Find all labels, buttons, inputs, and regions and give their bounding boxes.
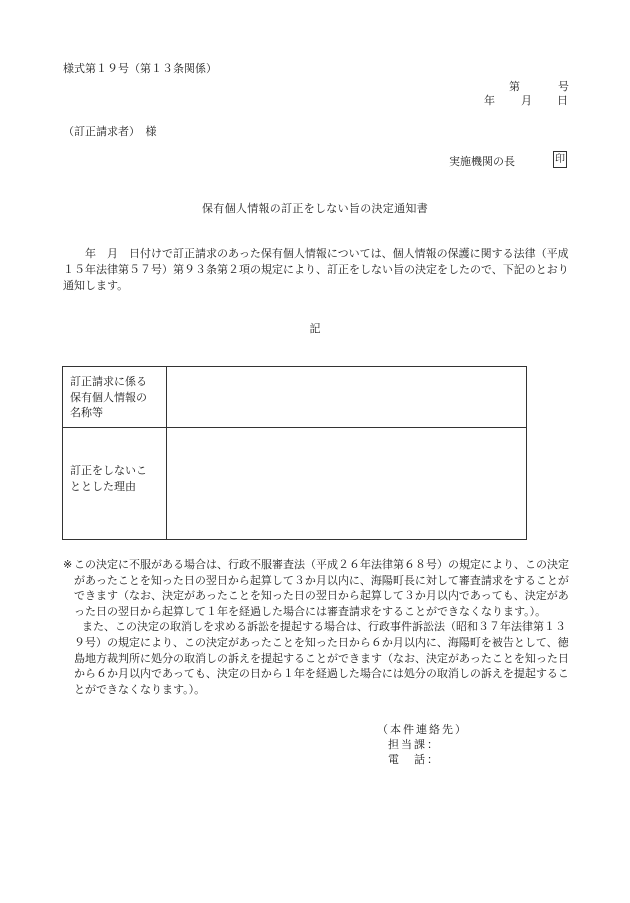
issuer: 実施機関の長: [449, 155, 515, 168]
form-number: 様式第１９号（第１３条関係）: [63, 62, 217, 75]
number-go: 号: [558, 80, 569, 93]
contact-heading: （本件連絡先）: [377, 723, 468, 736]
ki-marker: 記: [309, 322, 321, 335]
date-year: 年: [484, 94, 495, 107]
table-label-cell: [63, 367, 167, 428]
date-day: 日: [557, 94, 568, 107]
table-label-cell: [63, 428, 167, 540]
table-label-reason: 訂正をしないこ ととした理由: [70, 464, 147, 493]
note-body: [74, 557, 575, 697]
number-dai: 第: [509, 80, 520, 93]
contact-phone: 電 話：: [388, 753, 440, 766]
table-row: [63, 428, 527, 540]
table-row: [63, 367, 527, 428]
contact-block: [377, 722, 468, 767]
note-paragraph-lawsuit: また、この決定の取消しを求める訴訟を提起する場合は、行政事件訴訟法（昭和３７年法律第１３９号）の規定により、この決定があったことを知った日から６か月以内に、海陽町を被告として、徳島地方裁判所に処分の取消しの訴えを提起することができます（なお、決定があったことを知った日から６か月以内であっても、決定の日から１年を経過した場合には処分の取消しの訴えを提起することができなくなります。）。: [74, 620, 569, 696]
contact-department: 担当課：: [388, 738, 440, 751]
addressee: （訂正請求者） 様: [63, 125, 157, 138]
document-title: 保有個人情報の訂正をしない旨の決定通知書: [202, 202, 428, 215]
note-mark: ※: [63, 558, 73, 571]
body-text: 年 月 日付けで訂正請求のあった保有個人情報については、個人情報の保護に関する法律（平成１５年法律第５７号）第９３条第２項の規定により、訂正をしない旨の決定をしたので、下記のとおり通知します。: [63, 247, 569, 292]
body-paragraph: [63, 246, 573, 294]
note-paragraph-appeal: この決定に不服がある場合は、行政不服審査法（平成２６年法律第６８号）の規定により、この決定があったことを知った日の翌日から起算して３か月以内に、海陽町長に対して審査請求をすることができます（なお、決定があったことを知った日の翌日から起算して３か月以内であっても、決定があった日の翌日から起算して１年を経過した場合には審査請求をすることができなくなります。）。: [74, 558, 569, 618]
table-value-cell[interactable]: [167, 367, 527, 428]
table-label-info-name: 訂正請求に係る 保有個人情報の 名称等: [70, 375, 147, 419]
seal-box: 印: [553, 151, 567, 168]
table-value-cell[interactable]: [167, 428, 527, 540]
info-table: [62, 366, 527, 540]
date-month: 月: [521, 94, 532, 107]
notes-section: [63, 557, 575, 697]
